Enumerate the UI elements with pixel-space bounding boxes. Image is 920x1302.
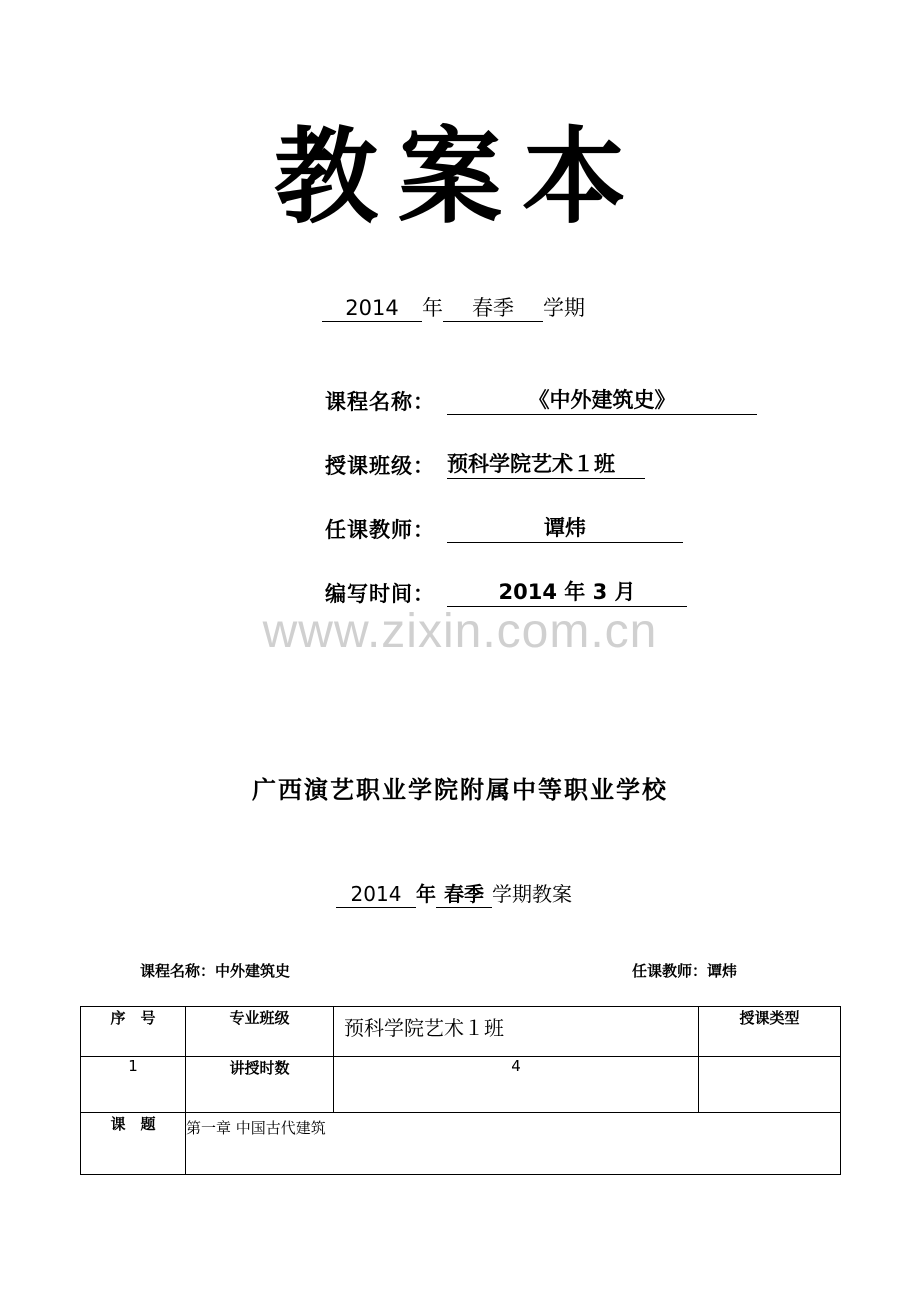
plan-header — [336, 878, 572, 908]
year-char: 年 — [422, 296, 443, 320]
hours-label-cell: 讲授时数 — [186, 1057, 334, 1113]
extra-cell — [699, 1057, 841, 1113]
plan-year: 2014 — [336, 881, 416, 908]
semester-suffix: 学期 — [543, 296, 585, 320]
class-label: 授课班级： — [325, 453, 435, 478]
teacher-label: 任课教师： — [325, 517, 435, 542]
type-label-cell: 授课类型 — [699, 1007, 841, 1057]
table-row — [81, 1007, 841, 1057]
course-name-row — [325, 386, 757, 416]
class-value-cell: 预科学院艺术１班 — [334, 1007, 699, 1057]
no-value-cell: 1 — [81, 1057, 186, 1113]
class-label-cell: 专业班级 — [186, 1007, 334, 1057]
course-name-value: 《中外建筑史》 — [447, 386, 757, 415]
topic-label-cell: 课 题 — [81, 1113, 186, 1175]
teacher-row — [325, 514, 683, 544]
table-row — [81, 1057, 841, 1113]
watermark: www.zixin.com.cn — [262, 605, 658, 658]
teacher-value: 谭炜 — [447, 514, 683, 543]
table-row — [81, 1113, 841, 1175]
meta-teacher: 任课教师：谭炜 — [632, 962, 738, 980]
topic-value-cell: 第一章 中国古代建筑 — [186, 1113, 841, 1175]
meta-course: 课程名称：中外建筑史 — [140, 962, 291, 980]
semester-season: 春季 — [443, 295, 543, 322]
hours-value-cell: 4 — [334, 1057, 699, 1113]
plan-suffix: 学期教案 — [492, 882, 572, 906]
school-name: 广西演艺职业学院附属中等职业学校 — [252, 775, 668, 804]
course-name-label: 课程名称： — [325, 389, 435, 414]
lesson-table — [80, 1006, 841, 1175]
date-label: 编写时间： — [325, 581, 435, 606]
plan-year-char: 年 — [416, 882, 436, 906]
plan-season: 春季 — [436, 881, 492, 908]
cover-semester-line — [322, 292, 585, 322]
class-value: 预科学院艺术１班 — [447, 450, 645, 479]
semester-year: 2014 — [322, 295, 422, 322]
no-label: 序 号 — [81, 1007, 186, 1057]
class-row — [325, 450, 645, 480]
cover-title: 教案本 — [273, 115, 646, 238]
date-value: 2014 年 3 月 — [447, 578, 687, 607]
